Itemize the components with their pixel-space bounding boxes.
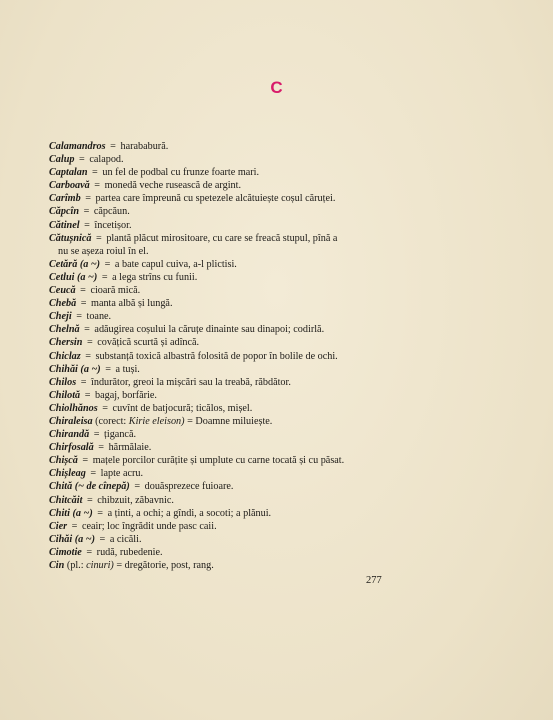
equals-sign: = <box>97 507 104 519</box>
glossary-entry <box>49 192 384 205</box>
equals-sign: = <box>76 311 82 323</box>
entry-headword: Calup <box>49 154 75 166</box>
entry-definition: hărmălaie. <box>108 442 152 454</box>
glossary-entry <box>49 323 384 336</box>
glossary-entry <box>49 546 384 559</box>
equals-sign: = <box>102 402 108 414</box>
entry-headword: Carîmb <box>49 193 81 205</box>
glossary-entry <box>49 454 384 467</box>
glossary-entry <box>49 284 384 297</box>
equals-sign: = <box>104 258 111 270</box>
entry-definition: țigancă. <box>104 429 137 441</box>
entry-definition: lapte acru. <box>100 468 144 480</box>
glossary-entry <box>49 376 384 389</box>
entry-definition: mațele porcilor curățite și umplute cu carne tocată și cu păsat. <box>92 455 345 467</box>
glossary-entry <box>49 350 384 363</box>
glossary-entry <box>49 415 384 428</box>
entry-headword: Chitcăit <box>49 494 83 506</box>
equals-sign: = <box>85 193 91 205</box>
entry-definition: a bate capul cuiva, a-l plictisi. <box>114 258 237 270</box>
entry-headword: Chihăi (a ~) <box>49 363 101 375</box>
glossary-entry <box>49 533 384 546</box>
glossary-entry <box>49 441 384 454</box>
entry-headword: Chilos <box>49 376 77 388</box>
entry-headword: Chilotă <box>49 389 81 401</box>
entry-definition: = Doamne miluiește. <box>184 415 273 427</box>
entry-definition-continuation: nu se așeza roiul în el. <box>58 245 149 257</box>
entry-definition: douăsprezece fuioare. <box>144 481 234 493</box>
equals-sign: = <box>86 546 93 558</box>
entry-definition: ceair; loc îngrădit unde pasc caii. <box>81 520 217 532</box>
glossary-entry <box>49 271 384 284</box>
equals-sign: = <box>84 219 90 231</box>
entry-definition: harababură. <box>120 141 169 152</box>
entry-definition: cuvînt de batjocură; ticălos, mișel. <box>112 402 253 414</box>
entry-definition: îndurător, greoi la mișcări sau la treabă, răbdător. <box>91 376 291 388</box>
glossary-entry <box>49 507 384 520</box>
glossary-entry <box>49 336 384 349</box>
equals-sign: = <box>82 455 89 467</box>
entry-definition: monedă veche rusească de argint. <box>104 180 242 192</box>
glossary-entry <box>49 480 384 493</box>
glossary-entry <box>49 389 384 402</box>
equals-sign: = <box>94 180 101 192</box>
entry-headword: Chiti (a ~) <box>49 507 93 519</box>
entry-definition: rudă, rubedenie. <box>96 546 163 558</box>
entry-definition: calapod. <box>89 154 124 166</box>
entry-definition-prefix: (pl.: <box>66 560 87 571</box>
entry-headword: Cheji <box>49 311 72 323</box>
page-number: 277 <box>366 575 382 586</box>
glossary-entry <box>49 494 384 507</box>
entry-definition: adăugirea coșului la căruțe dinainte sau dinapoi; codirlă. <box>94 324 325 336</box>
glossary-entry <box>49 258 384 271</box>
entry-headword: Chirfosală <box>49 442 94 454</box>
glossary-list <box>49 140 384 572</box>
entry-definition: a tuși. <box>115 363 140 375</box>
equals-sign: = <box>90 468 97 480</box>
entry-headword: Cihăi (a ~) <box>49 533 95 545</box>
entry-definition: partea care împreună cu spetezele alcătuiește coșul căruței. <box>95 193 336 205</box>
entry-definition: bagaj, borfărie. <box>94 389 157 401</box>
entry-headword: Chebă <box>49 298 77 310</box>
equals-sign: = <box>80 285 86 297</box>
entry-headword: Cier <box>49 520 68 532</box>
entry-headword: Chită (~ de cînepă) <box>49 481 130 493</box>
equals-sign: = <box>92 167 98 179</box>
section-letter: C <box>270 78 283 97</box>
entry-headword: Chișleag <box>49 468 86 480</box>
entry-definition: plantă plăcut mirositoare, cu care se freacă stupul, pînă a <box>106 232 338 244</box>
glossary-entry <box>49 140 384 153</box>
equals-sign: = <box>71 520 78 532</box>
equals-sign: = <box>105 363 111 375</box>
equals-sign: = <box>86 494 93 506</box>
entry-definition: a ținti, a ochi; a gîndi, a socoti; a plănui. <box>107 507 272 519</box>
equals-sign: = <box>84 324 90 336</box>
entry-definition: căpcăun. <box>93 206 130 218</box>
entry-headword: Chirandă <box>49 429 90 441</box>
glossary-entry <box>49 520 384 533</box>
entry-definition: substanță toxică albastră folosită de popor în bolile de ochi. <box>95 350 338 362</box>
glossary-entry <box>49 559 384 572</box>
entry-headword: Cătușnică <box>49 232 92 244</box>
entry-definition: covățică scurtă și adîncă. <box>97 337 200 349</box>
entry-headword: Chiclaz <box>49 350 81 362</box>
equals-sign: = <box>80 298 87 310</box>
entry-definition: un fel de podbal cu frunze foarte mari. <box>102 167 260 179</box>
entry-headword: Calamandros <box>49 141 106 152</box>
glossary-entry <box>49 467 384 480</box>
glossary-entry <box>49 179 384 192</box>
glossary-entry <box>49 402 384 415</box>
equals-sign: = <box>101 271 108 283</box>
glossary-entry <box>49 153 384 166</box>
entry-headword: Cetlui (a ~) <box>49 271 98 283</box>
entry-definition-italic: Kirie eleison) <box>128 415 185 427</box>
entry-headword: Chiolhănos <box>49 402 98 414</box>
entry-headword: Cătinel <box>49 219 80 231</box>
glossary-entry <box>49 205 384 218</box>
equals-sign: = <box>93 429 100 441</box>
entry-definition: cioară mică. <box>90 285 141 297</box>
glossary-entry <box>49 166 384 179</box>
glossary-entry <box>49 297 384 310</box>
entry-headword: Ceucă <box>49 285 76 297</box>
entry-definition: manta albă și lungă. <box>91 298 173 310</box>
entry-definition: chibzuit, zăbavnic. <box>97 494 174 506</box>
entry-definition: încetișor. <box>94 219 132 231</box>
entry-definition: = dregătorie, post, rang. <box>113 560 214 571</box>
entry-definition-prefix: (corect: <box>95 415 129 427</box>
equals-sign: = <box>86 337 93 349</box>
entry-headword: Cimotie <box>49 546 82 558</box>
equals-sign: = <box>84 389 91 401</box>
glossary-entry <box>49 232 384 258</box>
glossary-entry <box>49 363 384 376</box>
equals-sign: = <box>99 533 106 545</box>
entry-headword: Căpcîn <box>49 206 80 218</box>
equals-sign: = <box>96 232 102 244</box>
entry-definition: a lega strîns cu funii. <box>112 271 198 283</box>
entry-headword: Chișcă <box>49 455 78 467</box>
equals-sign: = <box>98 442 105 454</box>
glossary-entry <box>49 310 384 323</box>
equals-sign: = <box>110 141 116 152</box>
equals-sign: = <box>85 350 91 362</box>
entry-definition: a cicăli. <box>109 533 142 545</box>
entry-headword: Chersin <box>49 337 83 349</box>
equals-sign: = <box>79 154 85 166</box>
equals-sign: = <box>83 206 90 218</box>
entry-headword: Captalan <box>49 167 88 179</box>
glossary-entry <box>49 219 384 232</box>
entry-headword: Carboavă <box>49 180 90 192</box>
glossary-entry <box>49 428 384 441</box>
entry-headword: Chiraleisa <box>49 415 93 427</box>
equals-sign: = <box>134 481 141 493</box>
entry-definition-italic: cinuri) <box>86 560 114 571</box>
entry-definition: toane. <box>86 311 112 323</box>
equals-sign: = <box>80 376 87 388</box>
entry-headword: Cetără (a ~) <box>49 258 101 270</box>
entry-headword: Cin <box>49 560 65 571</box>
entry-headword: Chelnă <box>49 324 80 336</box>
